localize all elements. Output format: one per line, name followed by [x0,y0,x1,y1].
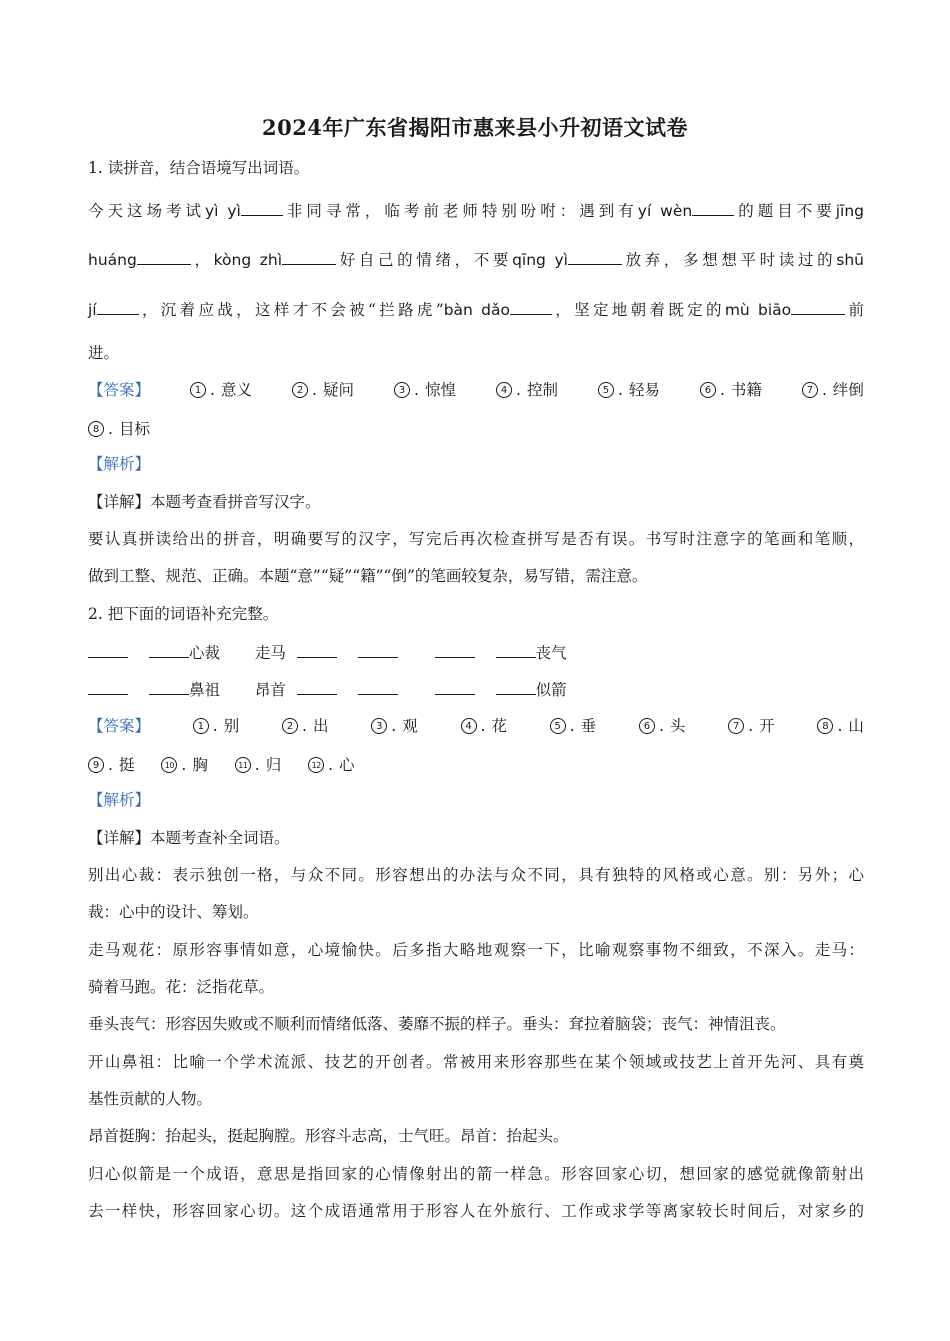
answer-blank[interactable] [496,680,536,695]
answer-blank[interactable] [496,643,536,658]
answer-blank[interactable] [137,250,191,265]
answer-blank[interactable] [88,643,128,658]
q2-analysis-line: 归心似箭是一个成语，意思是指回家的心情像射出的箭一样急。形容回家心切，想回家的感觉就像箭射出 [88,1165,864,1183]
answer-item: 4 . 花 [461,716,507,736]
answer-tag: 【答案】 [88,717,151,735]
answer-item: 4 . 控制 [496,380,558,400]
answer-item: 1 . 意义 [190,380,252,400]
answer-item: 2 . 疑问 [292,380,354,400]
q1-analysis-line: 做到工整、规范、正确。本题“意”“疑”“籍”“倒”的笔画较复杂，易写错，需注意。 [88,567,648,585]
q1-line-1: 今天这场考试yì yì 非同寻常，临考前老师特别吩咐：遇到有yí wèn 的题目不要jīng [88,202,864,220]
q1-answer-row-2 [88,417,864,439]
answer-blank[interactable] [282,250,336,265]
answer-tag: 【答案】 [88,381,151,399]
answer-blank[interactable] [358,643,398,658]
answer-blank[interactable] [97,300,139,315]
q2-analysis-line: 骑着马跑。花：泛指花草。 [88,978,275,996]
answer-blank[interactable] [568,250,622,265]
q1-line-4: 进。 [88,344,120,362]
q2-analysis-line: 走马观花：原形容事情如意，心境愉快。后多指大略地观察一下，比喻观察事物不细致，不深入。走马： [88,941,864,959]
answer-item: 7 . 绊倒 [802,380,864,400]
q1-analysis-line: 要认真拼读给出的拼音，明确要写的汉字，写完后再次检查拼写是否有误。书写时注意字的笔画和笔顺， [88,530,864,548]
answer-item: 3 . 观 [371,716,417,736]
answer-blank[interactable] [149,680,189,695]
q2-analysis-line: 开山鼻祖：比喻一个学术流派、技艺的开创者。常被用来形容那些在某个领域或技艺上首开先河、具有奠 [88,1053,864,1071]
answer-item: 2 . 出 [282,716,328,736]
q2-analysis-line: 昂首挺胸：抬起头，挺起胸膛。形容斗志高，士气旺。昂首：抬起头。 [88,1127,569,1145]
answer-item: 9 . 挺 [88,755,134,775]
q2-answer-row-2 [88,753,864,775]
q2-analysis-line: 去一样快，形容回家心切。这个成语通常用于形容人在外旅行、工作或求学等离家较长时间后，对家乡的 [88,1202,864,1220]
q2-detail: 【详解】本题考查补全词语。 [88,829,290,847]
page-title: 2024年广东省揭阳市惠来县小升初语文试卷 [262,115,688,140]
analysis-tag: 【解析】 [88,791,151,809]
answer-item: 3 . 惊惶 [394,380,456,400]
answer-blank[interactable] [297,643,337,658]
q2-stem: 2. 把下面的词语补充完整。 [88,605,279,623]
answer-blank[interactable] [510,300,552,315]
answer-item: 5 . 垂 [550,716,596,736]
q1-detail: 【详解】本题考查看拼音写汉字。 [88,493,321,511]
answer-item: 10 . 胸 [161,755,207,775]
answer-blank[interactable] [241,201,283,216]
answer-blank[interactable] [88,680,128,695]
answer-item: 12 . 心 [308,755,354,775]
q2-analysis-line: 垂头丧气：形容因失败或不顺利而情绪低落、萎靡不振的样子。垂头：耷拉着脑袋；丧气：神情沮丧。 [88,1015,786,1033]
q2-answer-row [88,716,864,736]
answer-item: 7 . 开 [728,716,774,736]
answer-blank[interactable] [692,201,734,216]
q2-analysis-line: 基性贡献的人物。 [88,1090,213,1108]
answer-blank[interactable] [435,680,475,695]
answer-item: 8 . 山 [817,716,863,736]
answer-blank[interactable] [297,680,337,695]
answer-item: 6 . 书籍 [700,380,762,400]
answer-blank[interactable] [149,643,189,658]
answer-item: 5 . 轻易 [598,380,660,400]
analysis-tag: 【解析】 [88,455,151,473]
q2-row-2: 鼻祖 昂首 似箭 [88,678,567,700]
q1-answer-row [88,380,864,400]
q2-row-1: 心裁 走马 丧气 [88,641,567,663]
q2-analysis-line: 裁：心中的设计、筹划。 [88,903,259,921]
q1-stem: 1. 读拼音，结合语境写出词语。 [88,159,310,177]
answer-item: 1 . 别 [193,716,239,736]
answer-item: 11 . 归 [235,755,281,775]
q2-analysis-line: 别出心裁：表示独创一格，与众不同。形容想出的办法与众不同，具有独特的风格或心意。别：另外；心 [88,866,864,884]
answer-blank[interactable] [358,680,398,695]
answer-blank[interactable] [791,300,845,315]
answer-item: 8 . 目标 [88,419,150,439]
q1-line-2: huáng ，kòng zhì 好自己的情绪，不要qīng yì 放弃，多想想平时读过的shū [88,251,864,269]
answer-item: 6 . 头 [639,716,685,736]
q1-line-3: jí ，沉着应战，这样才不会被“拦路虎”bàn dǎo ，坚定地朝着既定的mù biāo 前 [88,301,864,319]
answer-blank[interactable] [435,643,475,658]
